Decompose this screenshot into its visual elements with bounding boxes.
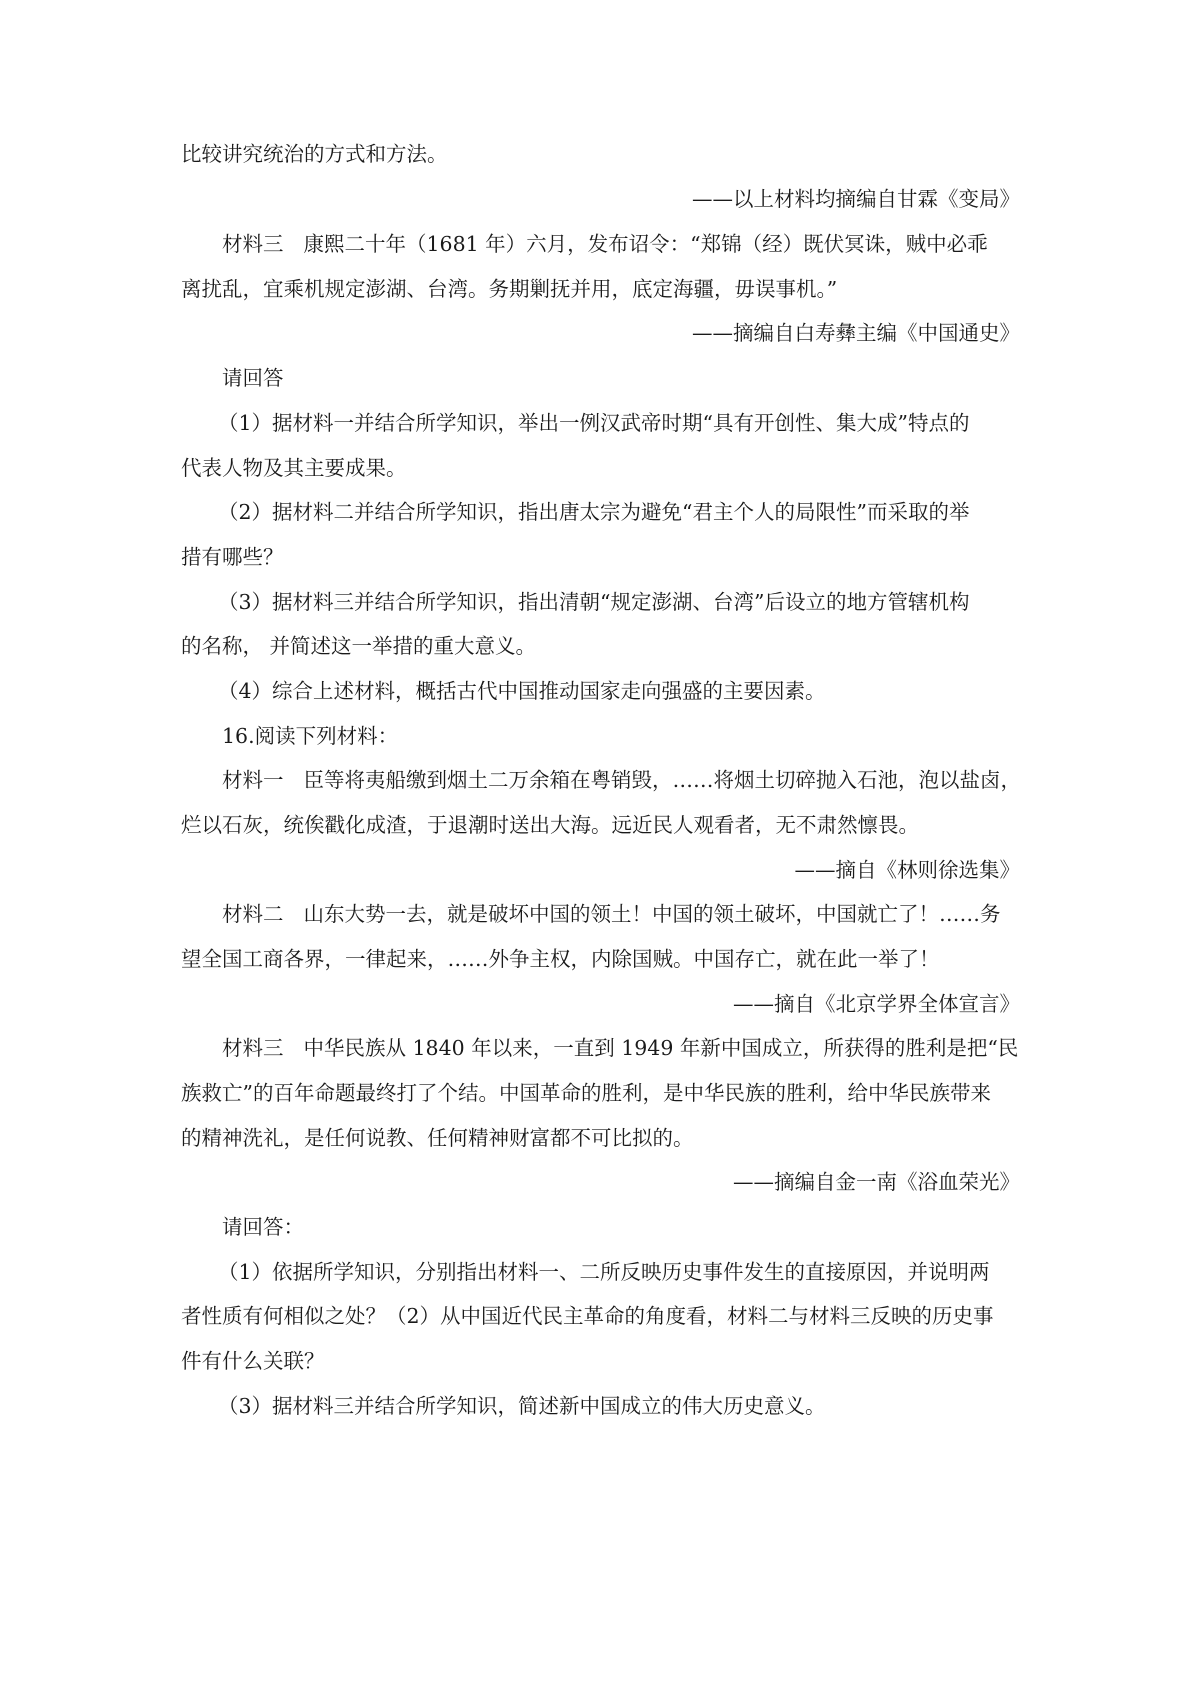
answer-prompt: 请回答 [222,366,284,390]
material-two-line1 [222,899,1001,929]
question-2-line1: （2）据材料二并结合所学知识，指出唐太宗为避免“君主个人的局限性”而采取的举 [218,500,970,524]
question-3-line2: 的名称， 并简述这一举措的重大意义。 [181,634,537,658]
material-label: 材料三 [222,1036,284,1060]
continuation-line: 比较讲究统治的方式和方法。 [181,142,448,166]
material-three-line1 [222,1033,1018,1063]
question-1-line1: （1）据材料一并结合所学知识，举出一例汉武帝时期“具有开创性、集大成”特点的 [218,411,970,435]
material-two-line2: 望全国工商各界，一律起来，……外争主权，内除国贼。中国存亡，就在此一举了！ [181,947,940,971]
question-16-1-line3: 件有什么关联？ [181,1349,325,1373]
question-1-line2: 代表人物及其主要成果。 [181,456,407,480]
source-citation-bai: ——摘编自白寿彝主编《中国通史》 [692,321,1020,345]
question-16-1-line1: （1）依据所学知识，分别指出材料一、二所反映历史事件发生的直接原因，并说明两 [218,1260,990,1284]
question-16-3: （3）据材料三并结合所学知识，简述新中国成立的伟大历史意义。 [218,1394,826,1418]
material-one-line1 [222,765,1021,795]
material-three-para-line2: 离扰乱，宜乘机规定澎湖、台湾。务期剿抚并用，底定海疆，毋误事机。” [181,277,838,301]
question-16-1-line2: 者性质有何相似之处？（2）从中国近代民主革命的角度看，材料二与材料三反映的历史事 [181,1304,994,1328]
question-4: （4）综合上述材料，概括古代中国推动国家走向强盛的主要因素。 [218,679,826,703]
material-text: 臣等将夷船缴到烟土二万余箱在粤销毁，……将烟土切碎抛入石池，泡以盐卤， [303,768,1021,792]
source-citation-beijing: ——摘自《北京学界全体宣言》 [733,992,1020,1016]
source-citation-jin: ——摘编自金一南《浴血荣光》 [733,1170,1020,1194]
question-2-line2: 措有哪些？ [181,545,284,569]
material-three-line3: 的精神洗礼，是任何说教、任何精神财富都不可比拟的。 [181,1126,694,1150]
material-text: 山东大势一去，就是破坏中国的领土！中国的领土破坏，中国就亡了！……务 [303,902,1001,926]
material-three-line2: 族救亡”的百年命题最终打了个结。中国革命的胜利，是中华民族的胜利，给中华民族带来 [181,1081,991,1105]
material-label: 材料三 [222,232,284,256]
source-citation-lin: ——摘自《林则徐选集》 [794,858,1020,882]
material-text: 中华民族从 1840 年以来，一直到 1949 年新中国成立，所获得的胜利是把“民 [303,1036,1019,1060]
source-citation-gan: ——以上材料均摘编自甘霖《变局》 [692,187,1020,211]
material-label: 材料二 [222,902,284,926]
material-one-line2: 烂以石灰，统俟戳化成渣，于退潮时送出大海。远近民人观看者，无不肃然懔畏。 [181,813,919,837]
material-label: 材料一 [222,768,284,792]
material-text: 康熙二十年（1681 年）六月，发布诏令：“郑锦（经）既伏冥诛，贼中必乖 [303,232,988,256]
material-three-para-line1 [222,229,988,259]
answer-prompt-16: 请回答： [222,1215,304,1239]
question-16-title: 16.阅读下列材料： [222,724,399,748]
question-3-line1: （3）据材料三并结合所学知识，指出清朝“规定澎湖、台湾”后设立的地方管辖机构 [218,590,970,614]
